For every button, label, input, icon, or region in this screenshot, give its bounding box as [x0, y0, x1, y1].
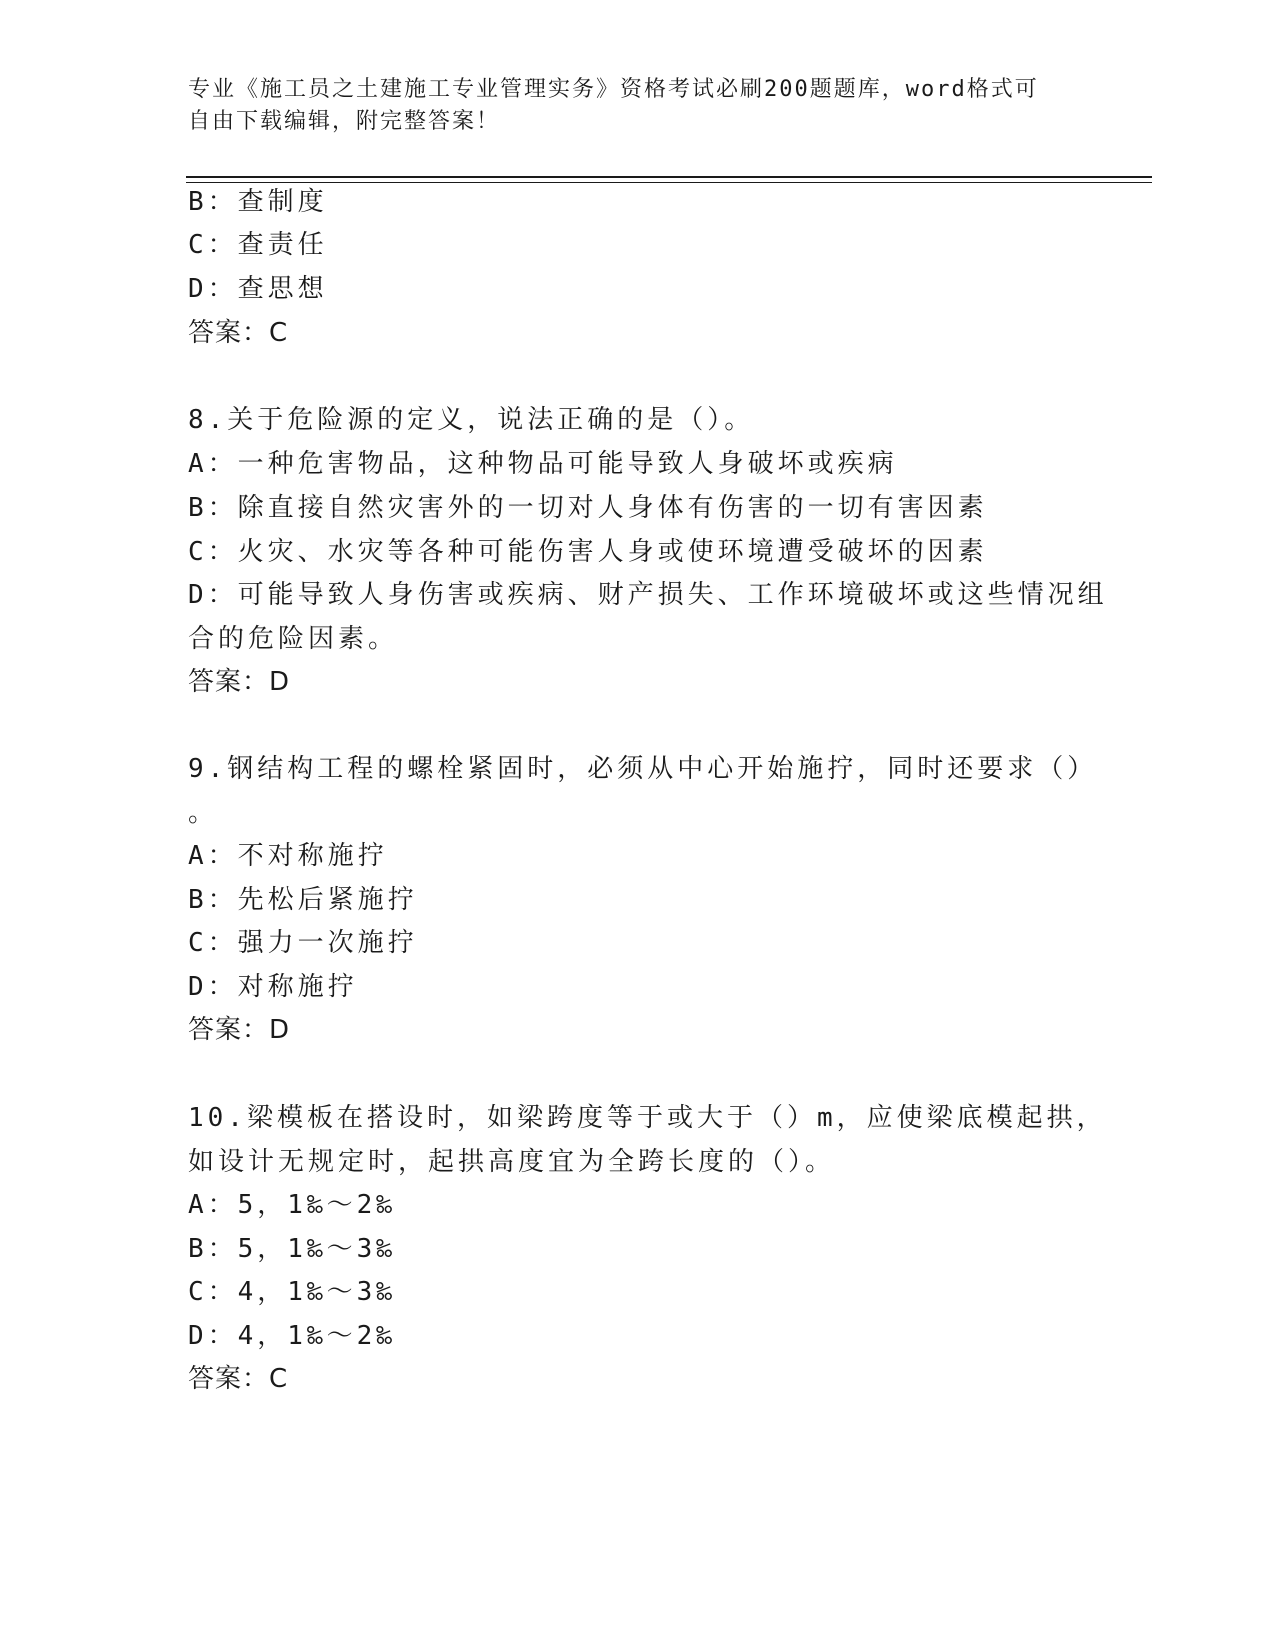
- q8-question: 8.关于危险源的定义，说法正确的是（）。: [188, 405, 755, 435]
- q7-answer: 答案：C: [188, 318, 289, 348]
- q7-option-b: B：查制度: [188, 187, 328, 217]
- q8-option-a: A：一种危害物品，这种物品可能导致人身破坏或疾病: [188, 449, 898, 479]
- q9-option-a: A：不对称施拧: [188, 841, 388, 871]
- q10-question-line-1: 10.梁模板在搭设时，如梁跨度等于或大于（）m，应使梁底模起拱，: [188, 1103, 1107, 1133]
- q9-option-d: D：对称施拧: [188, 972, 358, 1002]
- q10-option-c: C：4，1‰～3‰: [188, 1277, 396, 1307]
- q8-answer: 答案：D: [188, 667, 291, 697]
- header-title-line-2: 自由下载编辑，附完整答案！: [188, 109, 501, 134]
- q7-option-d: D：查思想: [188, 274, 328, 304]
- q10-option-a: A：5，1‰～2‰: [188, 1190, 396, 1220]
- q8-option-c: C：火灾、水灾等各种可能伤害人身或使环境遭受破坏的因素: [188, 537, 988, 567]
- q10-option-d: D：4，1‰～2‰: [188, 1321, 396, 1351]
- header-divider-thick: [186, 176, 1152, 178]
- header-title-line-1: 专业《施工员之土建施工专业管理实务》资格考试必刷200题题库，word格式可: [188, 77, 1039, 102]
- q10-answer: 答案：C: [188, 1364, 289, 1394]
- q9-question-line-1: 9.钢结构工程的螺栓紧固时，必须从中心开始施拧，同时还要求（）: [188, 754, 1098, 784]
- q9-question-line-2: 。: [188, 798, 219, 828]
- q10-option-b: B：5，1‰～3‰: [188, 1234, 396, 1264]
- q8-option-b: B：除直接自然灾害外的一切对人身体有伤害的一切有害因素: [188, 493, 988, 523]
- q10-question-line-2: 如设计无规定时，起拱高度宜为全跨长度的（）。: [188, 1147, 836, 1177]
- page-header: [188, 74, 1068, 138]
- q9-answer: 答案：D: [188, 1015, 291, 1045]
- q9-option-c: C：强力一次施拧: [188, 928, 418, 958]
- q9-option-b: B：先松后紧施拧: [188, 885, 418, 915]
- header-divider-thin: [186, 182, 1152, 183]
- q8-option-d-line-2: 合的危险因素。: [188, 624, 399, 654]
- q7-option-c: C：查责任: [188, 230, 328, 260]
- q8-option-d-line-1: D：可能导致人身伤害或疾病、财产损失、工作环境破坏或这些情况组: [188, 580, 1108, 610]
